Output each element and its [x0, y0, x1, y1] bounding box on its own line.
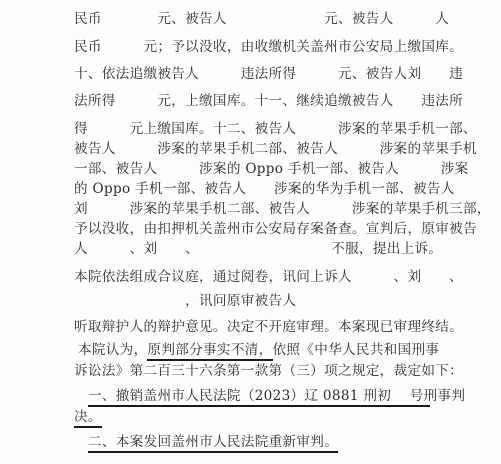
reason-intro: 本院认为， — [78, 342, 148, 358]
ruling-1-tail-line — [74, 408, 102, 426]
reason-rest: 依照《中华人民共和国刑事 — [272, 342, 440, 358]
text-line-11: 人 、刘 、 不服，提出上诉。 — [74, 241, 443, 257]
text-line-5: 得 元上缴国库。十二、被告人 涉案的苹果手机一部、 — [74, 121, 477, 137]
text-line-6: 被告人 涉案的苹果手机二部、被告人 涉案的苹果手机 — [74, 141, 477, 157]
text-line-16: 诉讼法》第二百三十六条第一款第（三）项之规定，裁定如下： — [74, 363, 464, 379]
ruling-1-line — [88, 387, 465, 405]
text-line-8: 的 Oppo 手机一部、被告人 涉案的华为手机一部、被告人 — [74, 181, 455, 197]
text-line-7: 一部、被告人 涉案的 Oppo 手机一部、被告人 涉案 — [74, 161, 469, 177]
text-line-12: 本院依法组成合议庭，通过阅卷，讯问上诉人 、刘 、 — [74, 269, 464, 285]
ruling-1-tail: 决。 — [74, 409, 102, 428]
reason-underlined: 原判部分事实不清， — [147, 342, 272, 361]
text-line-15 — [78, 341, 439, 359]
ruling-2: 二、本案发回盖州市人民法院重新审判。 — [88, 434, 338, 453]
text-line-10: 予以没收，由扣押机关盖州市公安局存案备查。宣判后，原审被告 — [74, 221, 477, 237]
text-line-14: 听取辩护人的辩护意见。决定不开庭审理。本案现已审理终结。 — [74, 319, 464, 335]
underline-rule — [88, 405, 430, 407]
text-line-13: ，讯问原审被告人 — [74, 293, 297, 309]
text-line-4: 法所得 元，上缴国库。十一、继续追缴被告人 违法所 — [74, 93, 464, 109]
text-line-1: 民币 元、被告人 元、被告人 人 — [74, 11, 450, 27]
text-line-9: 刘 涉案的苹果手机二部、被告人 涉案的苹果手机三部， — [74, 201, 491, 217]
ruling-2-line — [88, 433, 338, 451]
text-line-2: 民币 元；予以没收，由收缴机关盖州市公安局上缴国库。 — [74, 39, 464, 55]
text-line-3: 十、依法追缴被告人 违法所得 元、被告人刘 违 — [74, 66, 464, 82]
ruling-1-main: 一、撤销盖州市人民法院（2023）辽 0881 刑初 号刑事判 — [88, 388, 466, 404]
